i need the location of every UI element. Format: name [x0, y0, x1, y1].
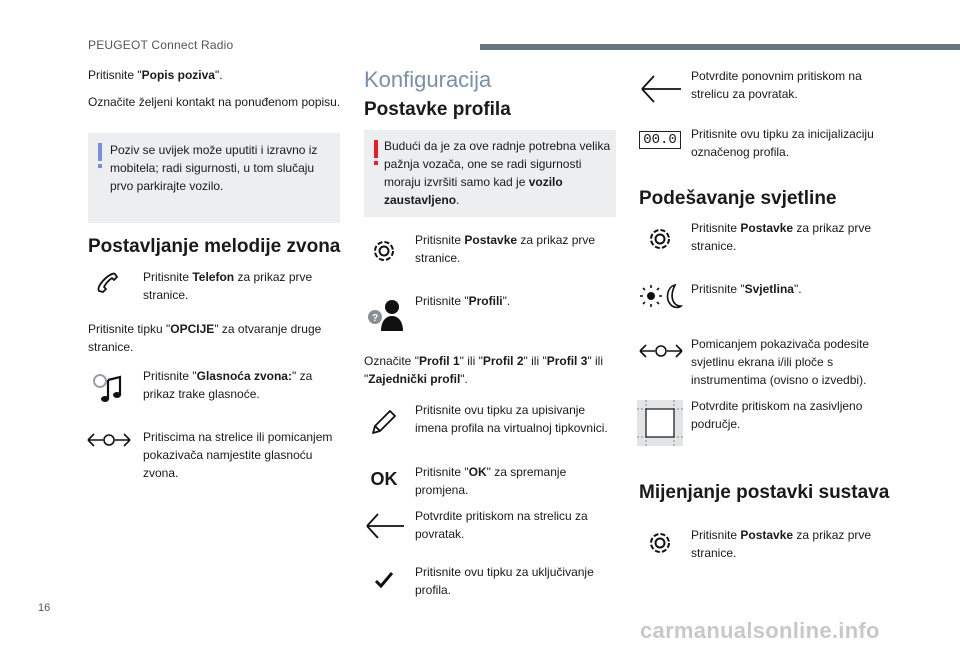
col3-step5: Pomicanjem pokazivača podesite svjetlinu ekrana i/ili ploče s instrumentima (ovisno o izvedbi). [691, 337, 870, 387]
col1-step2: Pritisnite "Glasnoća zvona:" za prikaz trake glasnoće. [143, 369, 313, 401]
col3-step3: Pritisnite Postavke za prikaz prve stranice. [691, 221, 872, 253]
header-title: PEUGEOT Connect Radio [88, 38, 234, 52]
col3-step2: Pritisnite ovu tipku za inicijalizaciju označenog profila. [691, 127, 874, 159]
col1-p1: Pritisnite "Popis poziva". [88, 68, 223, 82]
reset-label: 00.0 [639, 131, 681, 149]
col2-step1: Pritisnite Postavke za prikaz prve stranice. [415, 233, 596, 265]
brightness-icon [638, 280, 684, 312]
col1-step1: Pritisnite Telefon za prikaz prve stranice. [143, 270, 313, 302]
back-arrow-icon [362, 510, 408, 542]
col2-p1: Označite "Profil 1" ili "Profil 2" ili "Profil 3" ili "Zajednički profil". [364, 354, 603, 386]
col3-step4: Pritisnite "Svjetlina". [691, 282, 802, 296]
col2-step4: Pritisnite "OK" za spremanje promjena. [415, 465, 567, 497]
grey-area-icon [637, 400, 683, 446]
page-number: 16 [38, 602, 51, 614]
info-note [88, 133, 340, 223]
col3-step6: Potvrdite pritiskom na zasivljeno područje. [691, 399, 863, 431]
heading-configuration: Konfiguracija [364, 67, 492, 92]
slider-arrows-icon-2 [637, 340, 685, 362]
watermark: carmanualsonline.info [640, 618, 880, 643]
col2-step5: Potvrdite pritiskom na strelicu za povratak. [415, 509, 588, 541]
heading-profile-settings: Postavke profila [364, 99, 511, 120]
warning-icon-dot [374, 161, 378, 165]
col3-step7: Pritisnite Postavke za prikaz prve stranice. [691, 528, 872, 560]
info-icon-dot [98, 164, 102, 168]
warning-icon-bar [374, 140, 378, 158]
phone-icon [88, 268, 128, 298]
ok-icon: OK [370, 468, 398, 489]
ringtone-settings-icon [88, 368, 128, 408]
col1-p3: Pritisnite tipku "OPCIJE" za otvaranje druge stranice. [88, 322, 322, 354]
col3-step1: Potvrdite ponovnim pritiskom na strelicu za povratak. [691, 69, 862, 101]
col2-step2: Pritisnite "Profili". [415, 294, 511, 308]
profile-user-icon [364, 296, 408, 334]
warning-note [364, 130, 616, 217]
svg-text:?: ? [371, 313, 379, 324]
header-bar [480, 44, 960, 50]
heading-brightness: Podešavanje svjetline [639, 188, 837, 209]
info-note-text: Poziv se uvijek može uputiti i izravno iz mobitela; radi sigurnosti, u tom slučaju prvo parkirajte vozilo. [110, 143, 318, 193]
settings-gear-icon [364, 234, 404, 268]
col1-step3: Pritiscima na strelice ili pomicanjem pokazivača namjestite glasnoću zvona. [143, 430, 333, 480]
slider-arrows-icon [86, 428, 132, 452]
col2-step3: Pritisnite ovu tipku za upisivanje imena profila na virtualnoj tipkovnici. [415, 403, 608, 435]
settings-gear-icon-2 [640, 222, 680, 256]
back-arrow-icon-2 [637, 72, 685, 106]
checkmark-icon [364, 566, 404, 594]
settings-gear-icon-3 [640, 526, 680, 560]
edit-pencil-icon [364, 405, 404, 439]
col1-p2: Označite željeni kontakt na ponuđenom popisu. [88, 95, 341, 109]
heading-system-settings: Mijenjanje postavki sustava [639, 482, 890, 503]
reset-icon [637, 128, 683, 152]
col2-step6: Pritisnite ovu tipku za uključivanje profila. [415, 565, 594, 597]
warning-text: Budući da je za ove radnje potrebna velika pažnja vozača, one se radi sigurnosti moraju izvršiti samo kad je vozilo zaustavljeno. [384, 139, 611, 207]
info-icon-bar [98, 143, 102, 161]
heading-ringtone: Postavljanje melodije zvona [88, 236, 341, 257]
